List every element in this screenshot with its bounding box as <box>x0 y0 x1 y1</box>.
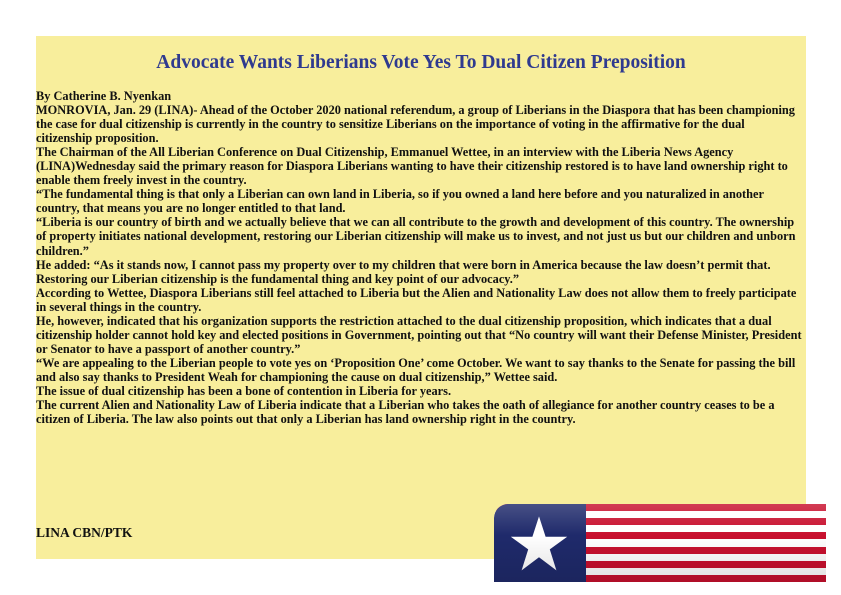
article-paragraph: He added: “As it stands now, I cannot pass my property over to my children that were born in America because the law doesn’t permit that. Restoring our Liberian citizenship is the fundamental thing and key point of our advocacy.” <box>36 257 771 286</box>
flag-shading <box>494 504 826 582</box>
liberia-flag-icon <box>494 504 826 582</box>
article-body <box>36 89 802 426</box>
article-paragraph: MONROVIA, Jan. 29 (LINA)- Ahead of the October 2020 national referendum, a group of Liberians in the Diaspora that has been championing the case for dual citizenship is currently in the country to sensitize Liberians on the importance of voting in the affirmative for the dual citizenship proposition. <box>36 103 795 146</box>
article-paragraph: The issue of dual citizenship has been a bone of contention in Liberia for years. <box>36 383 452 398</box>
article-paragraph: “We are appealing to the Liberian people to vote yes on ‘Proposition One’ come October. We want to say thanks to the Senate for passing the bill and also say thanks to President Weah for championing the cause on dual citizenship,” Wettee said. <box>36 355 796 384</box>
article-title: Advocate Wants Liberians Vote Yes To Dual Citizen Preposition <box>156 52 686 73</box>
article-paragraph: According to Wettee, Diaspora Liberians still feel attached to Liberia but the Alien and Nationality Law does not allow them to freely participate in several things in the country. <box>36 285 797 314</box>
article-paragraph: “The fundamental thing is that only a Liberian can own land in Liberia, so if you owned a land here before and you naturalized in another country, that means you are no longer entitled to that land. <box>36 187 764 216</box>
byline: By Catherine B. Nyenkan <box>36 89 172 103</box>
article-paragraph: The current Alien and Nationality Law of Liberia indicate that a Liberian who takes the oath of allegiance for another country ceases to be a citizen of Liberia. The law also points out that only a Liberian has land ownership right in the country. <box>36 398 775 427</box>
signoff: LINA CBN/PTK <box>36 525 133 540</box>
article-paragraph: He, however, indicated that his organization supports the restriction attached to the dual citizenship proposition, which indicates that a dual citizenship holder cannot hold key and elected positions in Government, pointing out that “No country will want their Defense Minister, President or Senator to have a passport of another country.” <box>36 313 802 356</box>
article-paragraph: The Chairman of the All Liberian Conference on Dual Citizenship, Emmanuel Wettee, in an interview with the Liberia News Agency (LINA)Wednesday said the primary reason for Diaspora Liberians wanting to have their citizenship restored is to have land ownership right to enable them freely invest in the country. <box>36 145 788 188</box>
article-paragraph: “Liberia is our country of birth and we actually believe that we can all contribute to the growth and development of this country. The ownership of property initiates national development, restoring our Liberian citizenship will make us to invest, and not just us but our children and unborn children.” <box>36 215 796 258</box>
